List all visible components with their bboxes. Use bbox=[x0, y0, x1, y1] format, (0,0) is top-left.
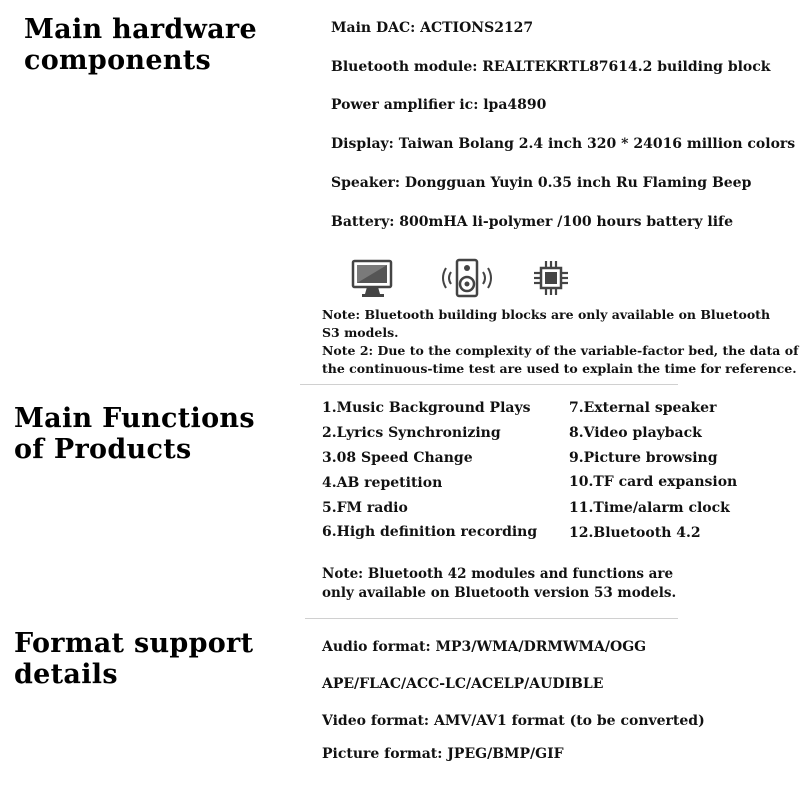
function-item: 11.Time/alarm clock bbox=[569, 500, 730, 516]
format-video: Video format: AMV/AV1 format (to be converted) bbox=[322, 713, 705, 729]
function-item: 2.Lyrics Synchronizing bbox=[322, 425, 501, 441]
functions-heading bbox=[14, 403, 255, 465]
speaker-icon bbox=[439, 256, 495, 300]
function-item: 10.TF card expansion bbox=[569, 474, 738, 490]
spec-amplifier: Power amplifier ic: lpa4890 bbox=[331, 97, 547, 113]
divider bbox=[300, 384, 678, 385]
hardware-heading-line1: Main hardware bbox=[24, 14, 257, 45]
formats-heading-line2: details bbox=[14, 659, 118, 690]
spec-display: Display: Taiwan Bolang 2.4 inch 320 * 24016 million colors bbox=[331, 136, 796, 152]
function-item: 3.08 Speed Change bbox=[322, 450, 473, 466]
formats-heading bbox=[14, 628, 253, 690]
hardware-note bbox=[322, 306, 798, 378]
function-item: 12.Bluetooth 4.2 bbox=[569, 525, 701, 541]
function-item: 4.AB repetition bbox=[322, 475, 443, 491]
format-audio-extra: APE/FLAC/ACC-LC/ACELP/AUDIBLE bbox=[322, 676, 604, 692]
function-item: 9.Picture browsing bbox=[569, 450, 718, 466]
function-item: 5.FM radio bbox=[322, 500, 408, 516]
chip-icon bbox=[531, 258, 571, 298]
hardware-note-line: Note: Bluetooth building blocks are only available on Bluetooth bbox=[322, 307, 771, 322]
function-item: 1.Music Background Plays bbox=[322, 400, 531, 416]
formats-heading-line1: Format support bbox=[14, 628, 254, 659]
spec-dac: Main DAC: ACTIONS2127 bbox=[331, 20, 534, 36]
monitor-icon bbox=[350, 258, 396, 300]
hardware-heading-line2: components bbox=[24, 45, 212, 76]
function-item: 7.External speaker bbox=[569, 400, 717, 416]
hardware-heading bbox=[24, 14, 257, 76]
functions-note bbox=[322, 565, 676, 603]
functions-note-line: Note: Bluetooth 42 modules and functions are bbox=[322, 566, 674, 582]
hardware-note-line: S3 models. bbox=[322, 325, 399, 340]
hardware-note-line: the continuous-time test are used to explain the time for reference. bbox=[322, 361, 797, 376]
hardware-note-line: Note 2: Due to the complexity of the variable-factor bed, the data of bbox=[322, 343, 799, 358]
divider bbox=[305, 618, 678, 619]
spec-speaker: Speaker: Dongguan Yuyin 0.35 inch Ru Flaming Beep bbox=[331, 175, 752, 191]
spec-battery: Battery: 800mHA li-polymer /100 hours battery life bbox=[331, 214, 733, 230]
function-item: 8.Video playback bbox=[569, 425, 702, 441]
functions-heading-line2: of Products bbox=[14, 434, 192, 465]
functions-note-line: only available on Bluetooth version 53 models. bbox=[322, 585, 677, 601]
function-item: 6.High definition recording bbox=[322, 524, 538, 540]
spec-bluetooth: Bluetooth module: REALTEKRTL87614.2 building block bbox=[331, 59, 771, 75]
format-audio: Audio format: MP3/WMA/DRMWMA/OGG bbox=[322, 639, 647, 655]
format-picture: Picture format: JPEG/BMP/GIF bbox=[322, 746, 564, 762]
functions-heading-line1: Main Functions bbox=[14, 403, 255, 434]
